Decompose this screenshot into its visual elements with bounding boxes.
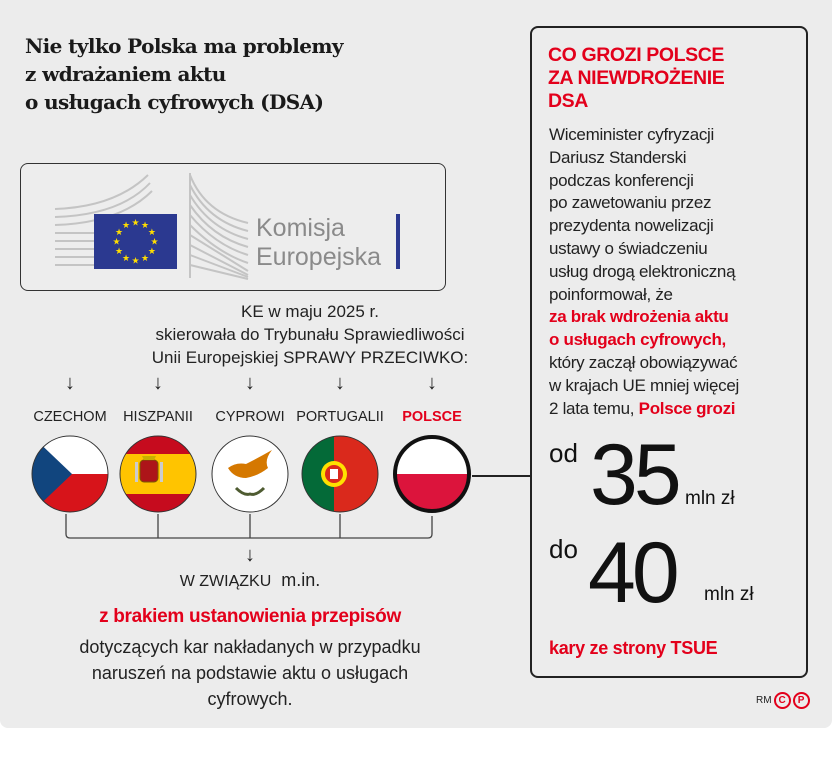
logo-text-komisja: Komisja	[256, 214, 345, 242]
logo-text-europejska: Europejska	[256, 243, 382, 271]
body-line: który zaczął obowiązywać	[549, 352, 738, 372]
down-arrow-icon: ↓	[427, 372, 437, 394]
eu-star-icon: ★	[121, 220, 131, 231]
eu-star-icon: ★	[112, 236, 121, 247]
penalty-footer: kary ze strony TSUE	[549, 638, 718, 658]
penalty-box-body	[549, 124, 809, 420]
title-line: o usługach cyfrowych (DSA)	[25, 90, 324, 114]
eu-star-icon: ★	[140, 220, 150, 231]
down-arrow-icon: ↓	[65, 372, 75, 394]
down-arrow-icon: ↓	[153, 372, 163, 394]
body-line: prezydenta nowelizacji	[549, 216, 714, 236]
ke-line	[80, 346, 540, 369]
poland-flag-icon	[392, 434, 472, 514]
ke-line: KE w maju 2025 r.	[241, 302, 379, 321]
reason-intro-caps: W ZWIĄZKU	[179, 573, 272, 590]
reason-line: naruszeń na podstawie aktu o usługach	[91, 663, 409, 683]
reason-text	[20, 634, 480, 712]
eu-star-icon: ★	[140, 252, 150, 263]
country-label: POLSCE	[402, 409, 462, 425]
ke-line-caps: SPRAWY PRZECIWKO:	[283, 348, 469, 367]
body-line: Wiceminister cyfryzacji	[549, 125, 715, 144]
eu-star-icon: ★	[115, 227, 124, 237]
body-highlight: za brak wdrożenia aktu	[549, 307, 729, 327]
country-label: CZECHOM	[33, 409, 107, 425]
eu-star-icon: ★	[150, 236, 159, 247]
eu-star-icon: ★	[147, 227, 156, 237]
body-line: 2 lata temu,	[549, 398, 639, 418]
copyright-icon: C	[774, 692, 791, 709]
from-unit: mln zł	[685, 488, 735, 509]
commission-building-icon	[20, 163, 446, 291]
from-value: 35	[590, 427, 678, 523]
body-line: podczas konferencji	[549, 170, 694, 190]
country-label: PORTUGALII	[296, 409, 384, 425]
down-arrow-icon: ↓	[335, 372, 345, 394]
to-label: do	[549, 534, 578, 564]
body-line: po zawetowaniu przez	[549, 193, 712, 213]
down-arrow-icon: ↓	[245, 372, 255, 394]
reason-line: cyfrowych.	[207, 689, 293, 709]
czech-flag-icon	[30, 434, 110, 514]
penalty-box-title	[548, 44, 724, 113]
cyprus-flag-icon	[210, 434, 290, 514]
body-line: w krajach UE mniej więcej	[549, 375, 739, 395]
box-title-line: ZA NIEWDROŻENIE	[548, 67, 725, 89]
ke-line: skierowała do Trybunału Sprawiedliwości	[155, 325, 465, 344]
box-title-line: DSA	[548, 90, 588, 112]
infographic-title	[25, 32, 343, 116]
eu-star-icon: ★	[147, 246, 156, 256]
credit	[756, 692, 810, 709]
country-label: HISZPANII	[123, 409, 193, 425]
reason-line: dotyczących kar nakładanych w przypadku	[79, 637, 421, 657]
ke-line-prefix: Unii Europejskiej	[151, 348, 284, 367]
eu-star-icon: ★	[131, 255, 140, 266]
spain-flag-icon	[118, 434, 198, 514]
portugal-flag-icon	[300, 434, 380, 514]
ke-intro-text	[140, 300, 480, 369]
title-line: z wdrażaniem aktu	[25, 62, 226, 86]
eu-star-icon: ★	[121, 252, 131, 263]
credit-initials: RM	[756, 695, 772, 706]
to-unit: mln zł	[704, 584, 754, 605]
title-line: Nie tylko Polska ma problemy	[25, 34, 343, 58]
country-label: CYPROWI	[215, 409, 285, 425]
body-highlight: o usługach cyfrowych,	[549, 330, 726, 350]
body-line: ustawy o świadczeniu	[549, 238, 708, 258]
reason-intro	[150, 570, 350, 591]
body-line: Dariusz Standerski	[549, 147, 687, 167]
body-line: usług drogą elektroniczną	[549, 261, 736, 281]
down-arrow-icon: ↓	[245, 544, 255, 566]
european-commission-logo	[20, 163, 446, 291]
reason-intro-rest: m.in.	[281, 570, 321, 590]
publisher-icon: P	[793, 692, 810, 709]
from-label: od	[549, 438, 578, 468]
eu-star-icon: ★	[115, 246, 124, 256]
body-line: poinformował, że	[549, 284, 673, 304]
eu-star-icon: ★	[131, 217, 140, 228]
to-value: 40	[588, 525, 676, 621]
box-title-line: CO GROZI POLSCE	[548, 44, 725, 66]
reason-highlight: z brakiem ustanowienia przepisów	[99, 606, 401, 627]
body-highlight: Polsce grozi	[638, 398, 736, 418]
